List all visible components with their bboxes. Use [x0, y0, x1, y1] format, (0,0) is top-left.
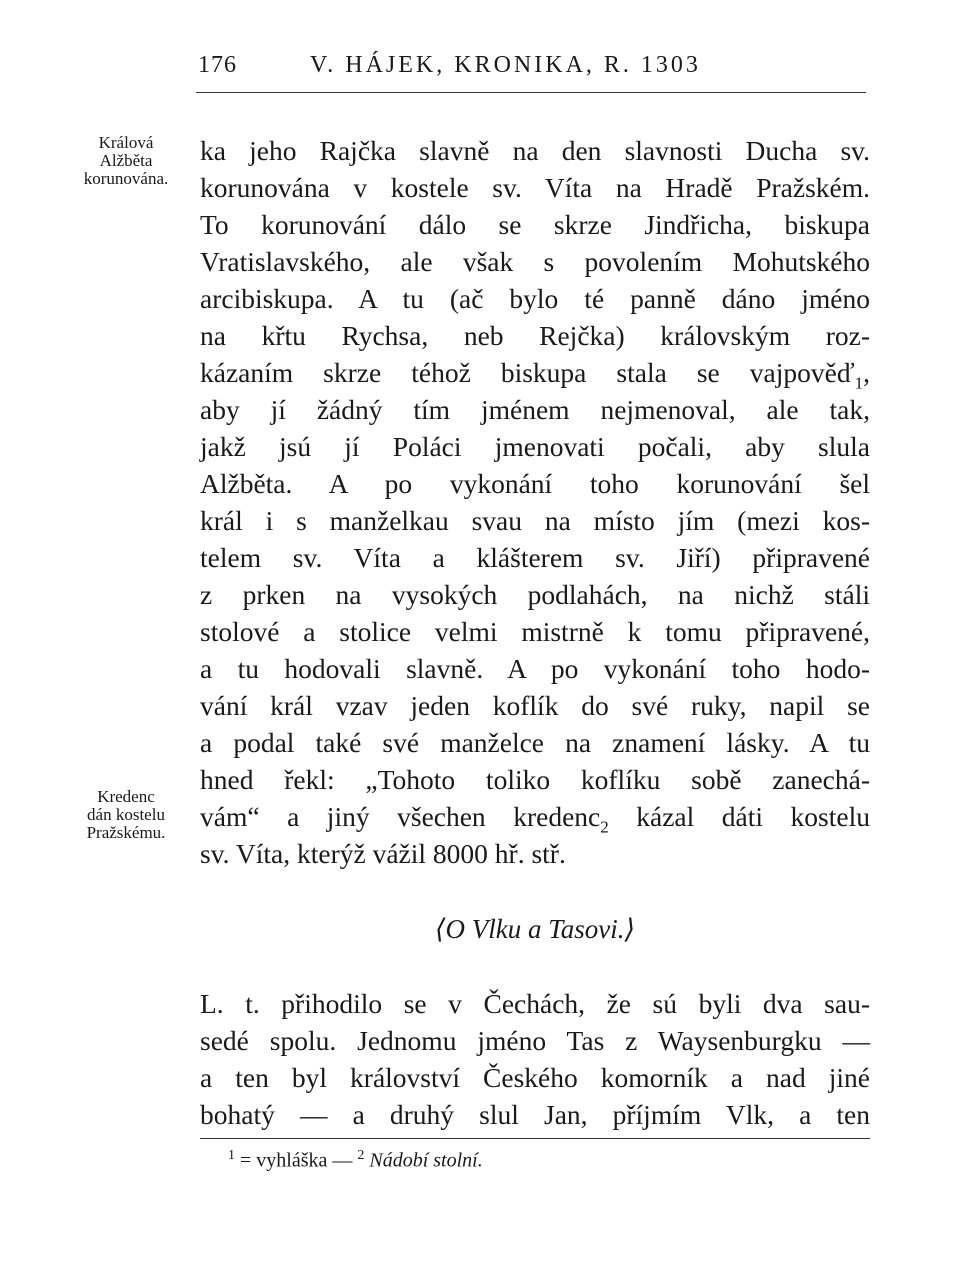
text-line: jakž jsú jí Poláci jmenovati počali, aby slula: [200, 431, 870, 462]
running-header: [196, 42, 868, 86]
text-segment: kázaním skrze téhož biskupa stala se vajpověď: [200, 357, 855, 388]
text-line: Alžběta. A po vykonání toho korunování šel: [200, 468, 870, 499]
header-rule: [196, 92, 866, 93]
text-line: L. t. přihodilo se v Čechách, že sú byli dva sau-: [200, 988, 870, 1019]
marginal-line: Alžběta: [99, 151, 153, 170]
footnote-label: 1: [228, 1148, 235, 1163]
text-segment: vám“ a jiný všechen kredenc: [200, 801, 601, 832]
footnote-marker: 1: [854, 373, 864, 393]
marginal-note-coronation: [56, 134, 196, 188]
text-line: sv. Víta, kterýž vážil 8000 hř. stř.: [200, 838, 566, 869]
text-line: a ten byl království Českého komorník a nad jiné: [200, 1062, 870, 1093]
text-line: arcibiskupa. A tu (ač bylo té panně dáno jméno: [200, 283, 870, 314]
text-line: telem sv. Víta a klášterem sv. Jiří) připravené: [200, 542, 870, 573]
text-line: král i s manželkau svau na místo jím (mezi kos-: [200, 505, 870, 536]
text-line: stolové a stolice velmi mistrně k tomu připravené,: [200, 616, 870, 647]
section-heading: ⟨O Vlku a Tasovi.⟩: [434, 914, 636, 944]
footnote-label: 2: [357, 1148, 365, 1163]
text-line: a tu hodovali slavně. A po vykonání toho hodo-: [200, 653, 870, 684]
marginal-line: Králová: [98, 133, 154, 152]
footnote-text: Nádobí stolní.: [364, 1149, 483, 1172]
footnote-text: = vyhláška —: [235, 1149, 358, 1172]
footnote-rule: [200, 1138, 870, 1139]
text-segment: ,: [863, 357, 870, 388]
footnote-marker: 2: [600, 817, 609, 837]
marginal-line: korunována.: [83, 169, 169, 188]
text-line: aby jí žádný tím jménem nejmenoval, ale tak,: [200, 394, 870, 425]
text-line: bohatý — a druhý slul Jan, příjmím Vlk, a ten: [200, 1099, 870, 1130]
text-line: hned řekl: „Tohoto toliko koflíku sobě zanechá-: [200, 764, 870, 795]
text-line: Vratislavského, ale však s povolením Mohutského: [200, 246, 870, 277]
text-line: sedé spolu. Jednomu jméno Tas z Waysenburgku —: [200, 1025, 870, 1056]
page-number: 176: [198, 52, 237, 78]
body-paragraph: [200, 132, 870, 872]
text-line: a podal také své manželce na znamení lásky. A tu: [200, 727, 870, 758]
marginal-note-credence: [56, 788, 196, 842]
running-title: V. HÁJEK, KRONIKA, R. 1303: [310, 52, 701, 78]
text-line: ka jeho Rajčka slavně na den slavnosti Ducha sv.: [200, 135, 870, 166]
text-line: na křtu Rychsa, neb Rejčka) královským roz-: [200, 320, 870, 351]
footnotes: [228, 1148, 483, 1173]
text-line: [200, 354, 870, 391]
marginal-line: Pražskému.: [86, 823, 166, 842]
text-line: korunována v kostele sv. Víta na Hradě Pražském.: [200, 172, 870, 203]
text-line: z prken na vysokých podlahách, na nichž stáli: [200, 579, 870, 610]
text-line: To korunování dálo se skrze Jindřicha, biskupa: [200, 209, 870, 240]
section-paragraph: [200, 985, 870, 1133]
text-line: vání král vzav jeden koflík do své ruky, napil se: [200, 690, 870, 721]
marginal-line: dán kostelu: [87, 805, 165, 824]
text-line: [200, 798, 870, 835]
marginal-line: Kredenc: [97, 787, 155, 806]
text-segment: kázal dáti kostelu: [608, 801, 870, 832]
